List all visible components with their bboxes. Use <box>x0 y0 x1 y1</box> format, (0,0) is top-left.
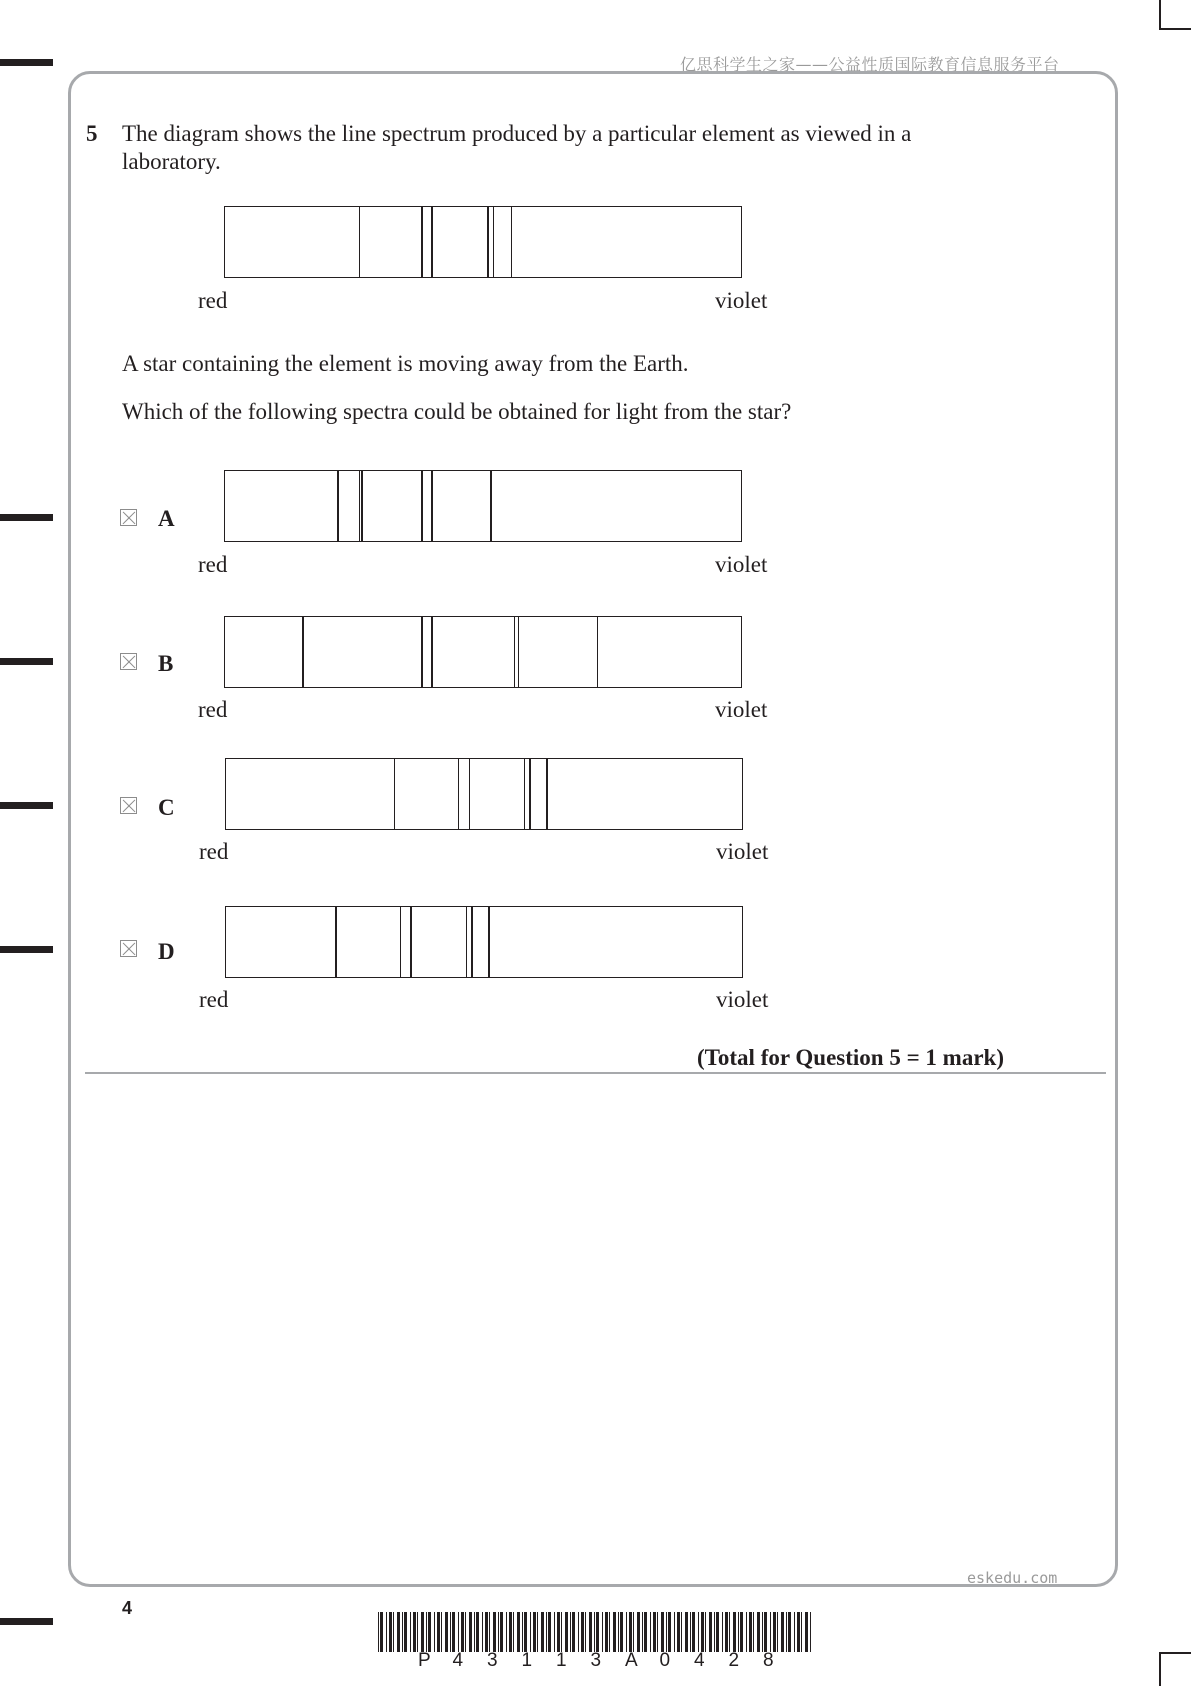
barcode-bar <box>380 1612 383 1652</box>
barcode-bar <box>594 1612 595 1652</box>
barcode-bar <box>729 1612 730 1652</box>
barcode-bar <box>548 1612 551 1652</box>
barcode-bar <box>618 1612 619 1652</box>
barcode-bar <box>589 1612 592 1652</box>
barcode-bar <box>722 1612 723 1652</box>
barcode-bar <box>705 1612 706 1652</box>
barcode-char: 0 <box>659 1650 671 1671</box>
barcode-bar <box>757 1612 760 1652</box>
barcode-bar <box>474 1612 475 1652</box>
barcode-bar <box>434 1612 435 1652</box>
option-c-letter: C <box>158 795 175 820</box>
barcode-bar <box>476 1612 479 1652</box>
barcode-char: 3 <box>487 1650 498 1671</box>
spectral-line <box>359 471 361 541</box>
barcode-char: 4 <box>452 1650 464 1671</box>
barcode-bar <box>716 1612 719 1652</box>
option-b-letter: B <box>158 651 174 676</box>
option-d-checkbox[interactable] <box>120 940 137 957</box>
barcode-bar <box>570 1612 571 1652</box>
barcode-bar <box>661 1612 664 1652</box>
spectral-line <box>394 759 396 829</box>
option-b-violet-label: violet <box>715 697 768 722</box>
barcode-bar <box>489 1612 490 1652</box>
option-c-checkbox[interactable] <box>120 797 137 814</box>
spectral-line <box>529 759 531 829</box>
spectral-line <box>421 207 423 277</box>
barcode-bar <box>421 1612 424 1652</box>
margin-mark <box>0 1618 53 1625</box>
barcode-bar <box>541 1612 544 1652</box>
spectral-line <box>471 907 473 977</box>
barcode-bar <box>642 1612 643 1652</box>
spectral-line <box>546 759 548 829</box>
barcode-bar <box>397 1612 400 1652</box>
spectral-line <box>335 907 337 977</box>
barcode-bar <box>506 1612 507 1652</box>
barcode-bar <box>657 1612 658 1652</box>
barcode-text <box>418 1650 798 1672</box>
barcode-bar <box>452 1612 455 1652</box>
option-d-spectrum <box>225 906 743 978</box>
option-b-checkbox[interactable] <box>120 653 137 670</box>
barcode-bar <box>637 1612 640 1652</box>
spectral-line <box>359 207 361 277</box>
barcode-bar <box>644 1612 647 1652</box>
spectral-line <box>469 759 471 829</box>
barcode-bar <box>500 1612 503 1652</box>
barcode-bar <box>413 1612 416 1652</box>
margin-mark <box>0 59 53 66</box>
spectral-line <box>493 207 495 277</box>
barcode-bar <box>522 1612 523 1652</box>
barcode-bar <box>677 1612 680 1652</box>
barcode-char: 8 <box>763 1650 774 1671</box>
option-d-red-label: red <box>199 987 229 1012</box>
barcode-char: A <box>625 1650 638 1671</box>
barcode-bar <box>685 1612 688 1652</box>
option-b-spectrum <box>224 616 742 688</box>
spectral-line <box>337 471 339 541</box>
barcode-bar <box>417 1612 418 1652</box>
barcode-bar <box>781 1612 784 1652</box>
barcode-bar <box>753 1612 754 1652</box>
barcode-bar <box>404 1612 407 1652</box>
question-stem-line1: The diagram shows the line spectrum produced by a particular element as viewed in a <box>122 121 912 146</box>
spectral-line <box>466 907 468 977</box>
barcode-bar <box>530 1612 531 1652</box>
spectral-line <box>361 471 363 541</box>
barcode-char: P <box>418 1650 431 1671</box>
barcode-image <box>378 1612 811 1652</box>
option-a-spectrum <box>224 470 742 542</box>
barcode-bar <box>698 1612 699 1652</box>
barcode-bar <box>690 1612 691 1652</box>
page-number: 4 <box>122 1598 133 1618</box>
margin-mark <box>0 514 53 521</box>
barcode-bar <box>537 1612 538 1652</box>
header-watermark: 亿思科学生之家——公益性质国际教育信息服务平台 <box>680 55 1060 74</box>
barcode-bar <box>393 1612 394 1652</box>
option-a-red-label: red <box>198 552 228 577</box>
barcode-bar <box>554 1612 555 1652</box>
question-prompt: Which of the following spectra could be obtained for light from the star? <box>122 399 792 424</box>
barcode-bar <box>725 1612 728 1652</box>
barcode-bar <box>561 1612 562 1652</box>
barcode-bar <box>749 1612 752 1652</box>
spectral-line <box>410 907 412 977</box>
question-number: 5 <box>86 121 98 146</box>
barcode-bar <box>738 1612 739 1652</box>
crop-mark <box>1159 1652 1191 1686</box>
barcode-bar <box>653 1612 656 1652</box>
barcode-bar <box>546 1612 547 1652</box>
spectral-line <box>514 617 516 687</box>
barcode-bar <box>482 1612 483 1652</box>
barcode-bar <box>596 1612 599 1652</box>
barcode-bar <box>410 1612 411 1652</box>
question-stem-line2: laboratory. <box>122 149 221 174</box>
crop-mark <box>1159 0 1191 30</box>
spectral-line <box>421 471 423 541</box>
option-d-letter: D <box>158 939 175 964</box>
spectral-line <box>490 471 492 541</box>
margin-mark <box>0 946 53 953</box>
question-end-rule <box>85 1072 1106 1074</box>
barcode-bar <box>764 1612 767 1652</box>
barcode-bar <box>786 1612 787 1652</box>
option-c-red-label: red <box>199 839 229 864</box>
margin-mark <box>0 658 53 665</box>
option-b-red-label: red <box>198 697 228 722</box>
barcode-bar <box>609 1612 610 1652</box>
spectral-line <box>518 617 520 687</box>
barcode-bar <box>692 1612 695 1652</box>
footer-site: eskedu.com <box>967 1569 1058 1587</box>
barcode-bar <box>674 1612 675 1652</box>
spectral-line <box>488 907 490 977</box>
barcode-bar <box>509 1612 512 1652</box>
spectral-line <box>400 907 402 977</box>
barcode-bar <box>681 1612 682 1652</box>
barcode-bar <box>581 1612 584 1652</box>
option-c-violet-label: violet <box>716 839 769 864</box>
barcode-bar <box>613 1612 616 1652</box>
barcode-bar <box>485 1612 488 1652</box>
barcode-bar <box>602 1612 603 1652</box>
barcode-bar <box>714 1612 715 1652</box>
reference-spectrum <box>224 206 742 278</box>
barcode-bar <box>557 1612 560 1652</box>
option-a-letter: A <box>158 506 175 531</box>
barcode-bar <box>801 1612 802 1652</box>
barcode-bar <box>565 1612 568 1652</box>
barcode-bar <box>629 1612 632 1652</box>
barcode-bar <box>605 1612 608 1652</box>
barcode-bar <box>650 1612 651 1652</box>
barcode-bar <box>461 1612 464 1652</box>
barcode-bar <box>777 1612 778 1652</box>
barcode-bar <box>626 1612 627 1652</box>
barcode-bar <box>709 1612 712 1652</box>
question-total: (Total for Question 5 = 1 mark) <box>697 1045 1004 1070</box>
barcode-bar <box>469 1612 472 1652</box>
barcode-bar <box>524 1612 527 1652</box>
barcode-bar <box>578 1612 579 1652</box>
option-a-checkbox[interactable] <box>120 509 137 526</box>
spectral-line <box>421 617 423 687</box>
barcode-bar <box>746 1612 747 1652</box>
barcode-bar <box>773 1612 776 1652</box>
barcode-bar <box>666 1612 667 1652</box>
barcode-bar <box>386 1612 387 1652</box>
barcode-char: 1 <box>556 1650 567 1671</box>
barcode-bar <box>458 1612 459 1652</box>
barcode-bar <box>441 1612 442 1652</box>
spectral-line <box>458 759 460 829</box>
barcode-bar <box>805 1612 808 1652</box>
barcode-bar <box>426 1612 427 1652</box>
spectral-line <box>524 759 526 829</box>
spectral-line <box>302 617 304 687</box>
barcode-bar <box>437 1612 440 1652</box>
barcode-bar <box>810 1612 811 1652</box>
barcode-bar <box>445 1612 448 1652</box>
option-a-violet-label: violet <box>715 552 768 577</box>
barcode-bar <box>517 1612 520 1652</box>
question-context: A star containing the element is moving away from the Earth. <box>122 351 689 376</box>
spectral-line <box>431 471 433 541</box>
barcode-bar <box>733 1612 736 1652</box>
barcode-bar <box>572 1612 575 1652</box>
spectral-line <box>597 617 599 687</box>
barcode-char: 3 <box>590 1650 602 1671</box>
barcode-bar <box>740 1612 743 1652</box>
barcode-char: 4 <box>694 1650 705 1671</box>
barcode-bar <box>788 1612 791 1652</box>
barcode-bar <box>620 1612 623 1652</box>
barcode-bar <box>465 1612 466 1652</box>
barcode-bar <box>450 1612 451 1652</box>
margin-mark <box>0 802 53 809</box>
barcode-bar <box>701 1612 704 1652</box>
barcode-bar <box>668 1612 671 1652</box>
barcode-bar <box>428 1612 431 1652</box>
barcode-bar <box>378 1612 379 1652</box>
barcode-bar <box>770 1612 771 1652</box>
barcode-char: 1 <box>521 1650 533 1671</box>
barcode-bar <box>389 1612 392 1652</box>
barcode-bar <box>633 1612 634 1652</box>
spectral-line <box>511 207 513 277</box>
reference-red-label: red <box>198 288 228 313</box>
barcode-bar <box>498 1612 499 1652</box>
option-c-spectrum <box>225 758 743 830</box>
barcode-bar <box>513 1612 514 1652</box>
barcode-bar <box>762 1612 763 1652</box>
barcode-bar <box>585 1612 586 1652</box>
option-d-violet-label: violet <box>716 987 769 1012</box>
barcode-bar <box>402 1612 403 1652</box>
reference-violet-label: violet <box>715 288 768 313</box>
barcode-bar <box>794 1612 795 1652</box>
spectral-line <box>487 207 489 277</box>
barcode-char: 2 <box>728 1650 740 1671</box>
barcode-bar <box>797 1612 800 1652</box>
barcode-bar <box>493 1612 496 1652</box>
spectral-line <box>431 617 433 687</box>
barcode-bar <box>533 1612 536 1652</box>
spectral-line <box>431 207 433 277</box>
